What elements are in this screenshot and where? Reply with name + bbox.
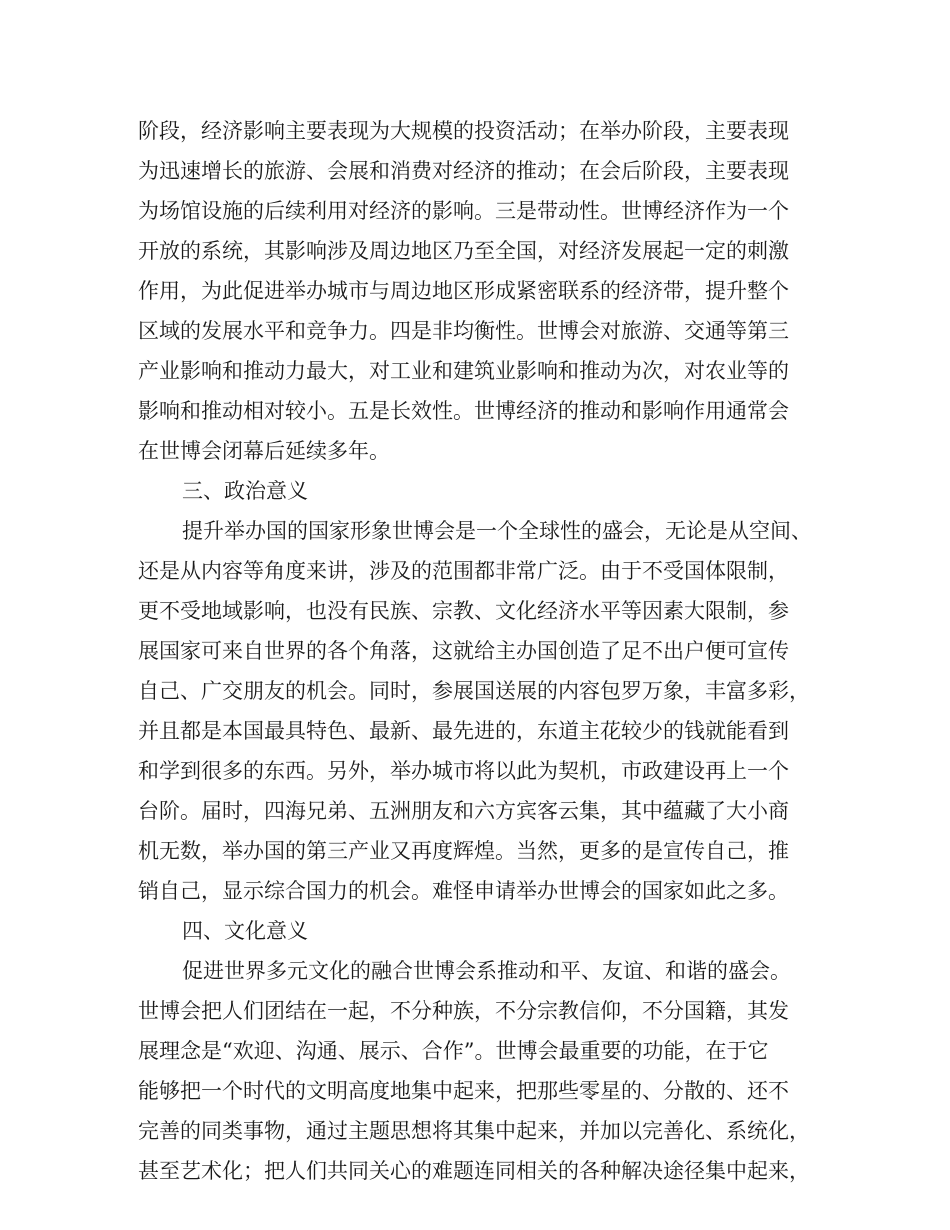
text-line: 为场馆设施的后续利用对经济的影响。三是带动性。世博经济作为一个 xyxy=(138,199,789,223)
text-line: 世博会把人们团结在一起，不分种族，不分宗教信仰，不分国籍，其发 xyxy=(138,999,789,1023)
text-line: 甚至艺术化；把人们共同关心的难题连同相关的各种解决途径集中起来， xyxy=(138,1159,810,1183)
text-line: 为迅速增长的旅游、会展和消费对经济的推动；在会后阶段，主要表现 xyxy=(138,159,789,183)
text-line: 更不受地域影响，也没有民族、宗教、文化经济水平等因素大限制，参 xyxy=(138,599,789,623)
text-line: 销自己，显示综合国力的机会。难怪申请举办世博会的国家如此之多。 xyxy=(138,879,789,903)
text-line: 作用，为此促进举办城市与周边地区形成紧密联系的经济带，提升整个 xyxy=(138,279,789,303)
text-line: 产业影响和推动力最大，对工业和建筑业影响和推动为次，对农业等的 xyxy=(138,359,789,383)
text-line: 还是从内容等角度来讲，涉及的范围都非常广泛。由于不受国体限制， xyxy=(138,559,789,583)
text-line: 自己、广交朋友的机会。同时，参展国送展的内容包罗万象，丰富多彩， xyxy=(138,679,810,703)
text-line: 能够把一个时代的文明高度地集中起来，把那些零星的、分散的、还不 xyxy=(138,1079,789,1103)
text-line: 影响和推动相对较小。五是长效性。世博经济的推动和影响作用通常会 xyxy=(138,399,789,423)
text-line: 促进世界多元文化的融合世博会系推动和平、友谊、和谐的盛会。 xyxy=(182,959,791,983)
text-line: 并且都是本国最具特色、最新、最先进的，东道主花较少的钱就能看到 xyxy=(138,719,789,743)
section-heading: 三、政治意义 xyxy=(182,479,308,503)
text-line: 展国家可来自世界的各个角落，这就给主办国创造了足不出户便可宣传 xyxy=(138,639,789,663)
text-line: 和学到很多的东西。另外，举办城市将以此为契机，市政建设再上一个 xyxy=(138,759,789,783)
section-heading: 四、文化意义 xyxy=(182,919,308,943)
text-line: 阶段，经济影响主要表现为大规模的投资活动；在举办阶段，主要表现 xyxy=(138,119,789,143)
text-line: 开放的系统，其影响涉及周边地区乃至全国，对经济发展起一定的刺激 xyxy=(138,239,789,263)
text-line: 机无数，举办国的第三产业又再度辉煌。当然，更多的是宣传自己，推 xyxy=(138,839,789,863)
text-line: 展理念是“欢迎、沟通、展示、合作”。世博会最重要的功能，在于它 xyxy=(138,1039,769,1063)
text-line: 完善的同类事物，通过主题思想将其集中起来，并加以完善化、系统化， xyxy=(138,1119,810,1143)
text-line: 提升举办国的国家形象世博会是一个全球性的盛会，无论是从空间、 xyxy=(182,519,812,543)
text-line: 区域的发展水平和竞争力。四是非均衡性。世博会对旅游、交通等第三 xyxy=(138,319,789,343)
text-line: 在世博会闭幕后延续多年。 xyxy=(138,439,390,463)
text-line: 台阶。届时，四海兄弟、五洲朋友和六方宾客云集，其中蕴藏了大小商 xyxy=(138,799,789,823)
